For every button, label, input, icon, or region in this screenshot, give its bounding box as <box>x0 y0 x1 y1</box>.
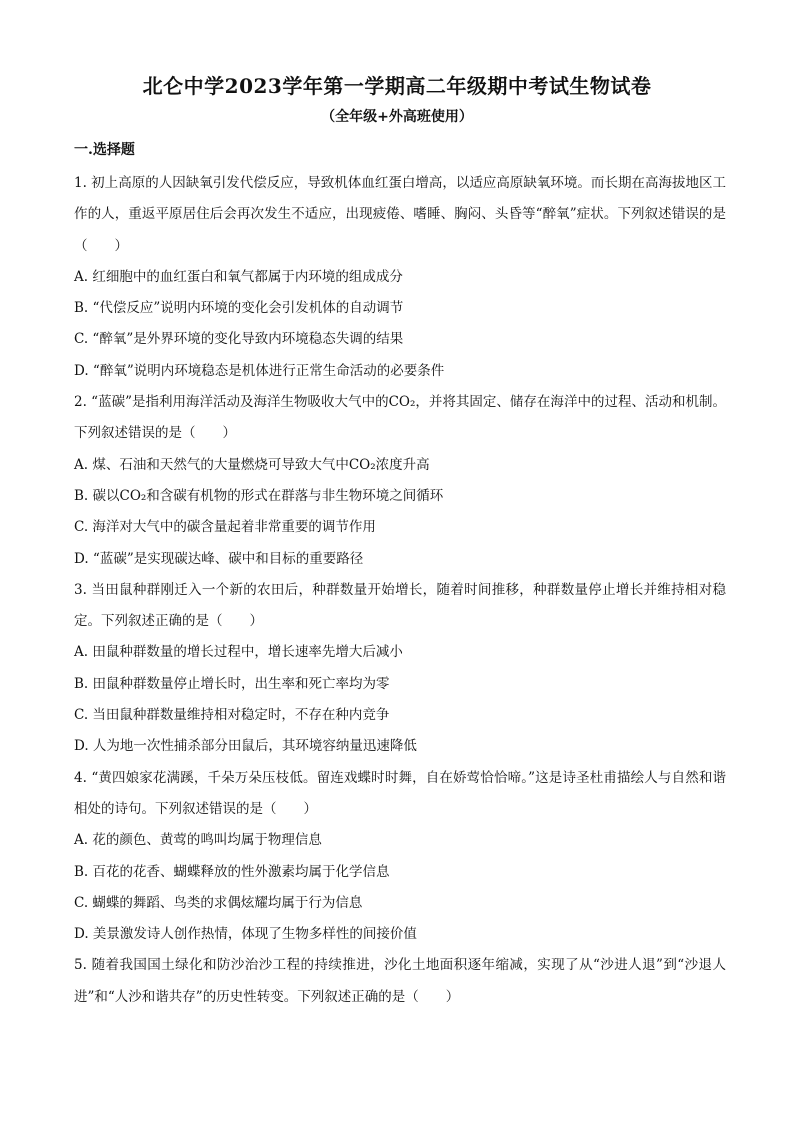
option-b: B. 田鼠种群数量停止增长时，出生率和死亡率均为零 <box>74 675 390 692</box>
question-stem: 5. 随着我国国土绿化和防沙治沙工程的持续推进，沙化土地面积逐年缩减，实现了从“沙进人退”到“沙退人进”和“人沙和谐共存”的历史性转变。下列叙述正确的是（ ） <box>74 957 726 1005</box>
question-5 <box>74 950 726 1013</box>
question-2 <box>74 387 726 575</box>
option-a: A. 煤、石油和天然气的大量燃烧可导致大气中CO₂浓度升高 <box>74 456 430 473</box>
option-c: C. “醉氧”是外界环境的变化导致内环境稳态失调的结果 <box>74 331 404 348</box>
question-3 <box>74 575 726 763</box>
question-stem: 2. “蓝碳”是指利用海洋活动及海洋生物吸收大气中的CO₂，并将其固定、储存在海洋中的过程、活动和机制。下列叙述错误的是（ ） <box>74 394 726 442</box>
option-b: B. 百花的花香、蝴蝶释放的性外激素均属于化学信息 <box>74 863 390 880</box>
option-c: C. 蝴蝶的舞蹈、鸟类的求偶炫耀均属于行为信息 <box>74 894 363 911</box>
section-heading: 一.选择题 <box>74 142 135 158</box>
question-stem: 1. 初上高原的人因缺氧引发代偿反应，导致机体血红蛋白增高，以适应高原缺氧环境。而长期在高海拔地区工作的人，重返平原居住后会再次发生不适应，出现疲倦、嗜睡、胸闷、头昏等“醉氧”症状。下列叙述错误的是（ ） <box>74 175 726 254</box>
question-stem: 4. “黄四娘家花满蹊，千朵万朵压枝低。留连戏蝶时时舞，自在娇莺恰恰啼。”这是诗圣杜甫描绘人与自然和谐相处的诗句。下列叙述错误的是（ ） <box>74 769 726 817</box>
option-d: D. “醉氧”说明内环境稳态是机体进行正常生命活动的必要条件 <box>74 362 445 379</box>
option-d: D. “蓝碳”是实现碳达峰、碳中和目标的重要路径 <box>74 550 364 567</box>
option-c: C. 当田鼠种群数量维持相对稳定时，不存在种内竞争 <box>74 707 390 724</box>
option-c: C. 海洋对大气中的碳含量起着非常重要的调节作用 <box>74 519 376 536</box>
question-stem: 3. 当田鼠种群刚迁入一个新的农田后，种群数量开始增长，随着时间推移，种群数量停止增长并维持相对稳定。下列叙述正确的是（ ） <box>74 581 726 630</box>
question-4 <box>74 763 726 951</box>
option-a: A. 田鼠种群数量的增长过程中，增长速率先增大后减小 <box>74 644 403 661</box>
question-1 <box>74 168 726 387</box>
page-title: 北仑中学2023学年第一学期高二年级期中考试生物试卷 <box>142 74 652 98</box>
option-a: A. 红细胞中的血红蛋白和氧气都属于内环境的组成成分 <box>74 268 403 285</box>
option-b: B. “代偿反应”说明内环境的变化会引发机体的自动调节 <box>74 300 404 317</box>
option-b: B. 碳以CO₂和含碳有机物的形式在群落与非生物环境之间循环 <box>74 487 444 504</box>
option-d: D. 美景激发诗人创作热情，体现了生物多样性的间接价值 <box>74 926 417 943</box>
option-a: A. 花的颜色、黄莺的鸣叫均属于物理信息 <box>74 832 322 849</box>
page-subtitle: （全年级+外高班使用） <box>321 109 473 125</box>
option-d: D. 人为地一次性捕杀部分田鼠后，其环境容纳量迅速降低 <box>74 738 417 755</box>
question-list <box>74 168 726 1013</box>
